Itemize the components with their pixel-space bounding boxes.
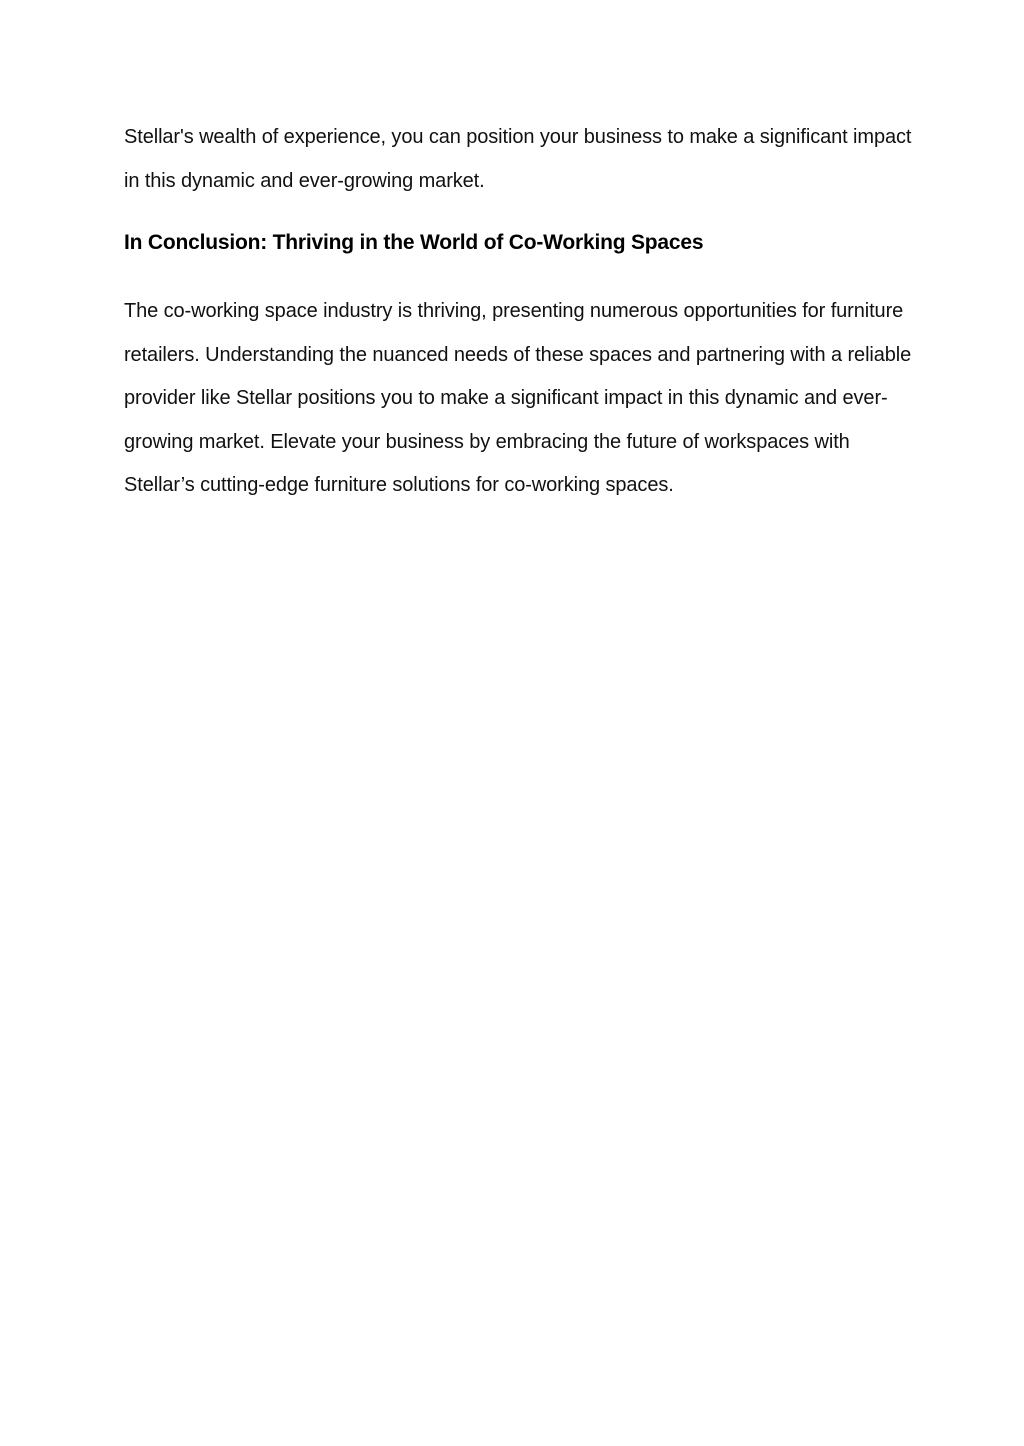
document-page [124, 116, 914, 508]
conclusion-paragraph: The co-working space industry is thriving, presenting numerous opportunities for furniture retailers. Understanding the nuanced needs of these spaces and partnering with a reliable provider like Stellar positions you to make a significant impact in this dynamic and ever-growing market. Elevate your business by embracing the future of workspaces with Stellar’s cutting-edge furniture solutions for co-working spaces. [124, 300, 912, 496]
continuation-paragraph: Stellar's wealth of experience, you can position your business to make a significant impact in this dynamic and ever-growing market. [124, 126, 912, 192]
section-heading: In Conclusion: Thriving in the World of Co-Working Spaces [124, 231, 704, 254]
